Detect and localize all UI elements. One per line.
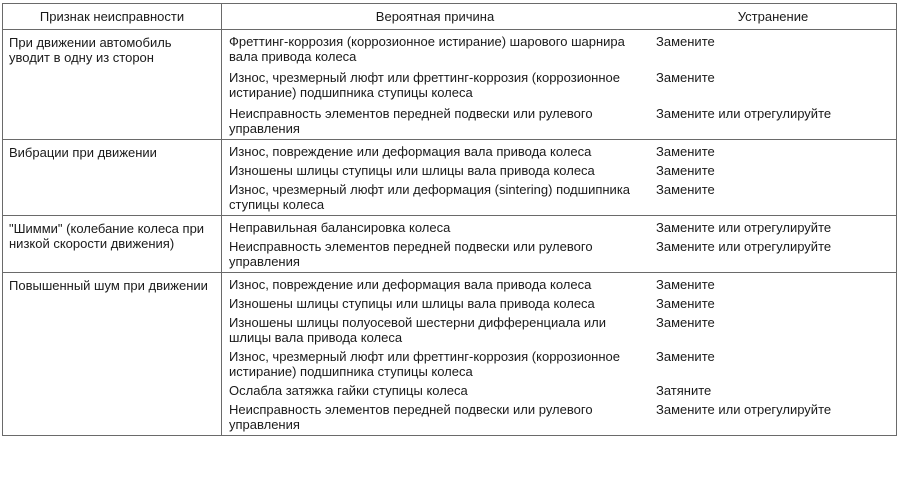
cause-remedy-pair [222,239,896,269]
cause-remedy-pair [222,144,896,159]
symptom-cell: При движении автомобиль уводит в одну из сторон [3,30,222,140]
cause-text: Изношены шлицы ступицы или шлицы вала привода колеса [229,163,595,178]
remedy-text: Замените [656,296,715,311]
remedy-text: Замените [656,315,715,330]
cause-text: Износ, чрезмерный люфт или фреттинг-коррозия (коррозионное истирание) подшипника ступицы колеса [229,70,621,100]
cause-remedy-pair [222,383,896,398]
symptom-cell: "Шимми" (колебание колеса при низкой скорости движения) [3,216,222,273]
cause-text: Изношены шлицы полуосевой шестерни дифференциала или шлицы вала привода колеса [229,315,606,345]
remedy-text: Замените [656,34,715,49]
remedy-text: Замените или отрегулируйте [656,239,832,254]
table-row [3,140,897,216]
remedy-text: Замените [656,144,715,159]
remedy-text: Замените [656,277,715,292]
table-row [3,273,897,436]
symptom-cell: Повышенный шум при движении [3,273,222,436]
table-row [3,216,897,273]
remedy-text: Замените [656,163,715,178]
remedy-text: Замените [656,349,715,364]
cause-text: Износ, повреждение или деформация вала привода колеса [229,144,592,159]
cause-text: Неисправность элементов передней подвески или рулевого управления [229,106,593,136]
cause-text: Изношены шлицы ступицы или шлицы вала привода колеса [229,296,595,311]
cause-text: Фреттинг-коррозия (коррозионное истирание) шарового шарнира вала привода колеса [229,34,625,64]
cause-remedy-cell [222,30,897,140]
remedy-text: Замените или отрегулируйте [656,106,832,121]
cause-remedy-cell [222,273,897,436]
symptom-cell: Вибрации при движении [3,140,222,216]
cause-remedy-pair [222,106,896,136]
cause-remedy-pair [222,70,896,100]
header-cause-remedy [222,4,897,30]
cause-remedy-pair [222,182,896,212]
cause-text: Ослабла затяжка гайки ступицы колеса [229,383,468,398]
cause-text: Износ, чрезмерный люфт или деформация (sintering) подшипника ступицы колеса [229,182,631,212]
header-cause: Вероятная причина [375,9,495,24]
cause-text: Неисправность элементов передней подвески или рулевого управления [229,402,593,432]
cause-remedy-pair [222,277,896,292]
cause-remedy-cell [222,216,897,273]
cause-remedy-pair [222,34,896,64]
cause-text: Износ, повреждение или деформация вала привода колеса [229,277,592,292]
remedy-text: Замените или отрегулируйте [656,220,832,235]
cause-remedy-cell [222,140,897,216]
remedy-text: Замените [656,182,715,197]
troubleshooting-table [2,3,897,436]
header-row [3,4,897,30]
header-remedy: Устранение [737,9,809,24]
cause-remedy-pair [222,163,896,178]
header-symptom: Признак неисправности [3,4,222,30]
remedy-text: Замените [656,70,715,85]
cause-remedy-pair [222,220,896,235]
remedy-text: Замените или отрегулируйте [656,402,832,417]
cause-text: Износ, чрезмерный люфт или фреттинг-коррозия (коррозионное истирание) подшипника ступицы колеса [229,349,621,379]
table-row [3,30,897,140]
table-body [3,30,897,436]
cause-text: Неисправность элементов передней подвески или рулевого управления [229,239,593,269]
remedy-text: Затяните [656,383,712,398]
cause-remedy-pair [222,402,896,432]
cause-text: Неправильная балансировка колеса [229,220,451,235]
cause-remedy-pair [222,315,896,345]
cause-remedy-pair [222,296,896,311]
cause-remedy-pair [222,349,896,379]
